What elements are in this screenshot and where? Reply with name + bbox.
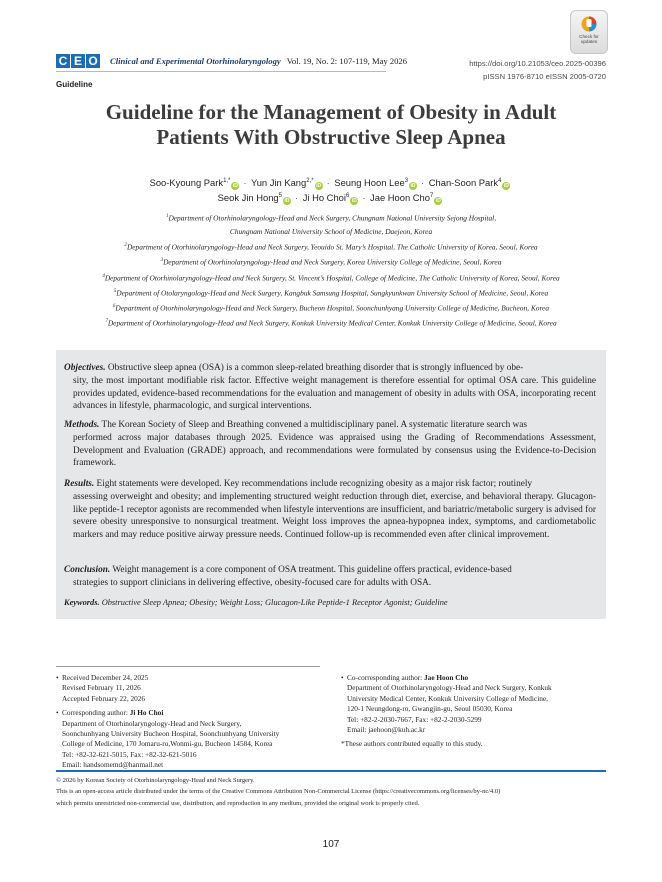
author-name: Seok Jin Hong xyxy=(217,192,279,204)
abstract-results: Results. Eight statements were developed. Key recommendations include recognizing obesity as a major risk factor; routinely assessing overweight and obesity; and implementing structured weight reduction through diet, exercise, and behavioral therapy. Glucagon-like peptide-1 receptor agonists are recommended when lifestyle interventions are insufficient, and bariatric/metabolic surgery is advised for severe obesity unresponsive to nonsurgical treatment. Weight loss improves the apnea-hypopnea index, symptoms, and cardiometabolic markers and may reduce positive airway pressure needs. Continued follow-up is recommended even after clinical improvement. xyxy=(64,479,596,541)
equal-contribution-note: *These authors contributed equally to this study. xyxy=(341,739,483,749)
keywords-label: Keywords. xyxy=(64,598,100,607)
abstract-conclusion: Conclusion. Weight management is a core component of OSA treatment. This guideline offers practical, evidence-based strategies to support clinicians in delivering effective, obesity-focused care for adults with OSA. xyxy=(64,564,596,590)
author-sup: 7 xyxy=(429,193,434,200)
doi-block xyxy=(469,57,606,83)
page-number: 107 xyxy=(322,839,340,850)
article-section: Guideline xyxy=(56,80,93,89)
corresponding-author-name: Ji Ho Choi xyxy=(129,708,164,718)
co-corresponding-author-note: • Co-corresponding author: Jae Hoon Cho Department of Otorhinolaryngology-Head and Neck Surgery, Konkuk University Medical Center, Konkuk University College of Medicine, 120-1 Neungdong-ro, Gwangjin-gu, Seoul 05030, Korea Tel: +82-2-2030-7667, Fax: +82-2-2030-5299 Email: jaehoon@kuh.ac.kr xyxy=(341,673,611,735)
co-corresponding-email[interactable]: Email: jaehoon@kuh.ac.kr xyxy=(347,725,426,735)
footnote-divider xyxy=(56,666,320,667)
orcid-icon[interactable]: iD xyxy=(410,183,416,190)
logo-letter: C xyxy=(56,54,70,68)
journal-header xyxy=(110,56,407,66)
dates-note: • Received December 24, 2025 Revised February 11, 2026 Accepted February 22, 2026 xyxy=(56,673,330,704)
author-name: Seung Hoon Lee xyxy=(334,177,405,189)
methods-text: performed across major databases through 2025. Evidence was appraised using the Grading of Recommendations Assessment, Development and Evaluation (GRADE) approach, and recommendations were formulated by consensus using the Evidence-to-Decision framework. xyxy=(73,432,596,469)
orcid-icon[interactable]: iD xyxy=(232,183,238,190)
logo-letter: E xyxy=(71,54,85,68)
conclusion-label: Conclusion. xyxy=(64,565,111,575)
corresponding-author-note: • Corresponding author: Ji Ho Choi Department of Otorhinolaryngology-Head and Neck Surgery, Soonchunhyang University Bucheon Hospital, Soonchunhyang University College of Medicine, 170 Jomaru-ro,Wonmi-gu, Bucheon 14584, Korea Tel: +82-32-621-5015, Fax: +82-32-621-5016 Email: handsomemd@hanmail.net xyxy=(56,708,330,770)
orcid-icon[interactable]: iD xyxy=(316,183,322,190)
author-name: Chan-Soon Park xyxy=(428,177,499,189)
affiliation: $^2$Department of Otorhinolaryngology-Head and Neck Surgery, Yeouido St. Mary’s Hospital, The Catholic University of Korea, Seoul, Korea xyxy=(124,242,538,252)
issn: pISSN 1976-8710 eISSN 2005-0720 xyxy=(483,72,606,81)
orcid-icon[interactable]: iD xyxy=(284,198,290,205)
footnotes-right xyxy=(341,673,611,750)
abstract-objectives: Objectives. Obstructive sleep apnea (OSA) is a common sleep-related breathing disorder that is strongly influenced by obe- sity, the most important modifiable risk factor. Effective weight management is therefore essential for optimal OSA care. This guideline provides updated, evidence-based recommendations for the evaluation and management of obesity in adults with OSA, incorporating recent advances in lifestyle, pharmacologic, and surgical interventions. xyxy=(64,363,596,412)
corresponding-email[interactable]: Email: handsomemd@hanmail.net xyxy=(62,760,164,770)
header-divider xyxy=(56,71,386,72)
author-name: Yun Jin Kang xyxy=(250,177,307,189)
author-sup: 1,* xyxy=(223,178,231,184)
affiliation: Chungnam National University School of Medicine, Daejeon, Korea xyxy=(229,227,433,237)
objectives-text: sity, the most important modifiable risk factor. Effective weight management is therefore essential for optimal OSA care. This guideline provides updated, evidence-based recommendations for the evaluation and management of obesity in adults with OSA, incorporating recent advances in lifestyle, pharmacologic, and surgical interventions. xyxy=(73,375,596,412)
doi-link[interactable]: https://doi.org/10.21053/ceo.2025-00396 xyxy=(469,59,606,68)
affiliation: $^4$Department of Otorhinolaryngology-Head and Neck Surgery, St. Vincent’s Hospital, College of Medicine, The Catholic University of Korea, Seoul, Korea xyxy=(102,273,560,283)
keywords-text: Obstructive Sleep Apnea; Obesity; Weight Loss; Glucagon-Like Peptide-1 Receptor Agonist; Guideline xyxy=(99,598,448,607)
author-sup: 3 xyxy=(404,178,409,184)
check-for-updates-text: Check for updates xyxy=(579,34,599,44)
check-for-updates-icon xyxy=(580,15,598,33)
author-sup: 2,* xyxy=(306,178,314,184)
logo-letter: O xyxy=(86,54,100,68)
affiliation: $^1$Department of Otorhinolaryngology-Head and Neck Surgery, Chungnam National University Sejong Hospital, xyxy=(165,213,497,223)
author-list: Soo-Kyoung Park$^{1,*}$iD · Yun Jin Kang$^{2,*}$iD · Seung Hoon Lee$^3$iD · Chan-Soon Park$^4$iD Seok Jin Hong$^5$iD · Ji Ho Choi$^6$iD · Jae Hoon Cho$^7$iD xyxy=(149,177,509,205)
author-name: Jae Hoon Cho xyxy=(370,192,430,204)
abstract-methods: Methods. The Korean Society of Sleep and Breathing convened a multidisciplinary panel. A systematic literature search was performed across major databases through 2025. Evidence was appraised using the Grading of Recommendations Assessment, Development and Evaluation (GRADE) approach, and recommendations were formulated by consensus using the Evidence-to-Decision framework. xyxy=(64,420,596,469)
results-text: assessing overweight and obesity; and implementing structured weight reduction through diet, exercise, and behavioral therapy. Glucagon-like peptide-1 receptor agonists are recommended when lifestyle interventions are insufficient, and bariatric/metabolic surgery is advised for severe obesity unresponsive to nonsurgical treatment. Weight loss improves the apnea-hypopnea index, symptoms, and cardiometabolic markers and may reduce positive airway pressure needs. Continued follow-up is recommended even after clinical improvement. xyxy=(73,491,596,541)
conclusion-text: strategies to support clinicians in delivering effective, obesity-focused care for adults with OSA. xyxy=(73,577,432,588)
co-corresponding-author-name: Jae Hoon Cho xyxy=(424,673,469,682)
affiliation: $^3$Department of Otorhinolaryngology-Head and Neck Surgery, Korea University College of Medicine, Seoul, Korea xyxy=(160,257,502,267)
article-title: Guideline for the Management of Obesity in Adult Patients With Obstructive Sleep Apnea xyxy=(105,100,557,149)
keywords xyxy=(64,598,596,607)
affiliation: $^5$Department of Otolaryngology-Head and Neck Surgery, Kangbuk Samsung Hospital, Sungkyunkwan University School of Medicine, Seoul, Korea xyxy=(113,288,549,298)
journal-name: Clinical and Experimental Otorhinolaryngology xyxy=(110,56,281,66)
affiliation: $^7$Department of Otorhinolaryngology-Head and Neck Surgery, Konkuk University Medical Center, Konkuk University College of Medicine, Seoul, Korea xyxy=(105,318,557,328)
author-name: Ji Ho Choi xyxy=(302,192,346,204)
author-name: Soo-Kyoung Park xyxy=(149,177,224,189)
license-divider xyxy=(56,770,606,772)
results-label: Results. xyxy=(64,479,95,489)
license-text: © 2026 by Korean Society of Otorhinolaryngology-Head and Neck Surgery. This is an open-access article distributed under the terms of the Creative Commons Attribution Non-Commercial License (https://creativecommons.org/licenses/by-nc/4.0) which permits unrestricted non-commercial use, distribution, and reproduction in any medium, provided the original work is properly cited. xyxy=(56,777,501,807)
affiliation: $^6$Department of Otorhinolaryngology-Head and Neck Surgery, Bucheon Hospital, Soonchunhyang University College of Medicine, Bucheon, Korea xyxy=(112,303,550,313)
objectives-label: Objectives. xyxy=(64,363,106,373)
check-for-updates-badge[interactable] xyxy=(570,10,608,54)
orcid-icon[interactable]: iD xyxy=(435,198,441,205)
volume-info: Vol. 19, No. 2: 107-119, May 2026 xyxy=(286,56,408,66)
journal-logo xyxy=(56,54,100,68)
orcid-icon[interactable]: iD xyxy=(503,183,509,190)
footnotes-left xyxy=(56,673,330,775)
orcid-icon[interactable]: iD xyxy=(351,198,357,205)
affiliation-list xyxy=(40,210,622,331)
author-sup: 4 xyxy=(498,178,502,184)
author-sup: 6 xyxy=(345,193,350,200)
methods-label: Methods. xyxy=(64,420,100,430)
author-sup: 5 xyxy=(278,193,282,200)
